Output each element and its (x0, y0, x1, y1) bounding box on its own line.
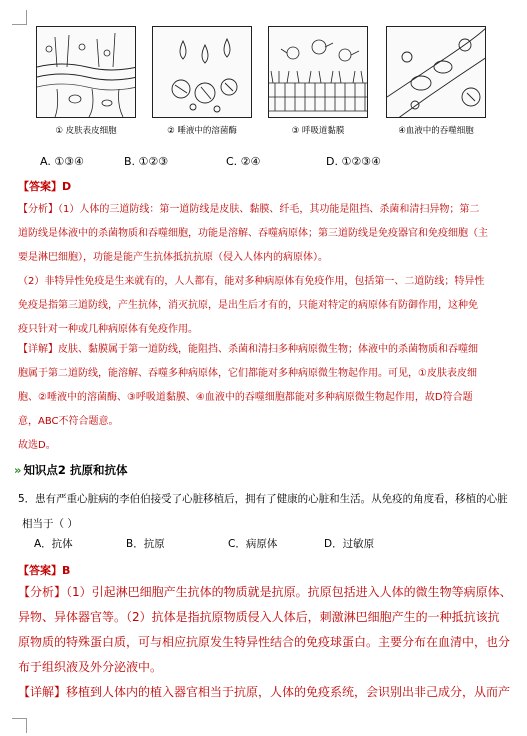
detail-line: 意，ABC不符合题意。 (18, 416, 119, 427)
option-d: D. ①②③④ (326, 155, 381, 168)
analysis-line: 【分析】（1）引起淋巴细胞产生抗体的物质就是抗原。抗原包括进入人体的微生物等病原体、 (18, 585, 512, 599)
option-a: A．抗体 (34, 538, 73, 550)
figure-caption: ③ 呼吸道黏膜 (291, 126, 345, 136)
figure-row (30, 26, 500, 148)
analysis-line: 异物、异体器官等。（2）抗体是指抗原物质侵入人体后，刺激淋巴细胞产生的一种抵抗该抗 (18, 610, 500, 624)
question-line: 5．患有严重心脏病的李伯伯接受了心脏移植后，拥有了健康的心脏和生活。从免疫的角度看，移植的心脏 (18, 493, 508, 505)
figure-phagocyte (386, 26, 486, 136)
saliva-illustration (152, 26, 252, 118)
detail-line: 胞属于第二道防线，能溶解、吞噬多种病原体，它们都能对多种病原微生物起作用。可见，①皮肤表皮细 (18, 368, 477, 379)
crop-mark-top (12, 10, 27, 25)
analysis-line: （2）非特异性免疫是生来就有的，人人都有，能对多种病原体有免疫作用，包括第一、二道防线；特异性 (18, 276, 485, 287)
figure-caption: ④血液中的吞噬细胞 (398, 126, 474, 136)
skin-illustration (36, 26, 136, 118)
q4-answer: 【答案】D (18, 180, 72, 193)
q5-analysis (18, 580, 512, 705)
q5-answer: 【答案】B (18, 564, 71, 577)
option-d: D．过敏原 (324, 538, 375, 550)
analysis-line: 【分析】（1）人体的三道防线：第一道防线是皮肤、黏膜、纤毛，其功能是阻挡、杀菌和清扫异物；第二 (18, 204, 480, 215)
mucosa-illustration (268, 26, 368, 118)
phagocyte-illustration (386, 26, 486, 118)
option-c: C．病原体 (228, 538, 278, 550)
analysis-line: 要是淋巴细胞），功能是能产生抗体抵抗抗原（侵入人体内的病原体）。 (18, 252, 328, 263)
figure-mucosa (268, 26, 368, 136)
question-line: 相当于（ ） (22, 518, 78, 530)
option-b: B．抗原 (126, 538, 165, 550)
analysis-line: 道防线是体液中的杀菌物质和吞噬细胞，功能是溶解、吞噬病原体；第三道防线是免疫器官和免疫细胞（主 (18, 228, 488, 239)
crop-mark-bottom (12, 718, 27, 733)
detail-line: 【详解】皮肤、黏膜属于第一道防线，能阻挡、杀菌和清扫多种病原微生物；体液中的杀菌物质和吞噬细 (18, 344, 478, 355)
figure-saliva (152, 26, 252, 136)
analysis-line: 免疫是指第三道防线，产生抗体，消灭抗原，是出生后才有的，只能对特定的病原体有防御作用，这种免 (18, 300, 478, 311)
figure-caption: ② 唾液中的溶菌酶 (167, 126, 237, 136)
analysis-line: 【详解】移植到人体内的植入器官相当于抗原，人体的免疫系统，会识别出非己成分，从而产 (18, 685, 511, 699)
option-b: B. ①②③ (124, 155, 169, 168)
q4-detail (18, 338, 512, 458)
figure-caption: ① 皮肤表皮细胞 (55, 126, 117, 136)
double-chevron-icon: » (14, 463, 22, 477)
detail-line: 胞、②唾液中的溶菌酶、③呼吸道黏膜、④血液中的吞噬细胞都能对多种病原微生物起作用，故D符合题 (18, 392, 473, 403)
analysis-line: 原物质的特殊蛋白质，可与相应抗原发生特异性结合的免疫球蛋白。主要分布在血清中，也分 (18, 635, 511, 649)
q5-question (18, 487, 512, 537)
option-a: A. ①③④ (40, 155, 84, 168)
section-title: 知识点2 抗原和抗体 (23, 463, 128, 477)
detail-line: 故选D。 (18, 440, 56, 451)
analysis-line: 疫只针对一种或几种病原体有免疫作用。 (18, 324, 198, 335)
analysis-line: 布于组织液及外分泌液中。 (18, 660, 163, 674)
section-heading (14, 462, 127, 478)
option-c: C. ②④ (226, 155, 261, 168)
figure-skin (36, 26, 136, 136)
q4-analysis (18, 198, 512, 342)
